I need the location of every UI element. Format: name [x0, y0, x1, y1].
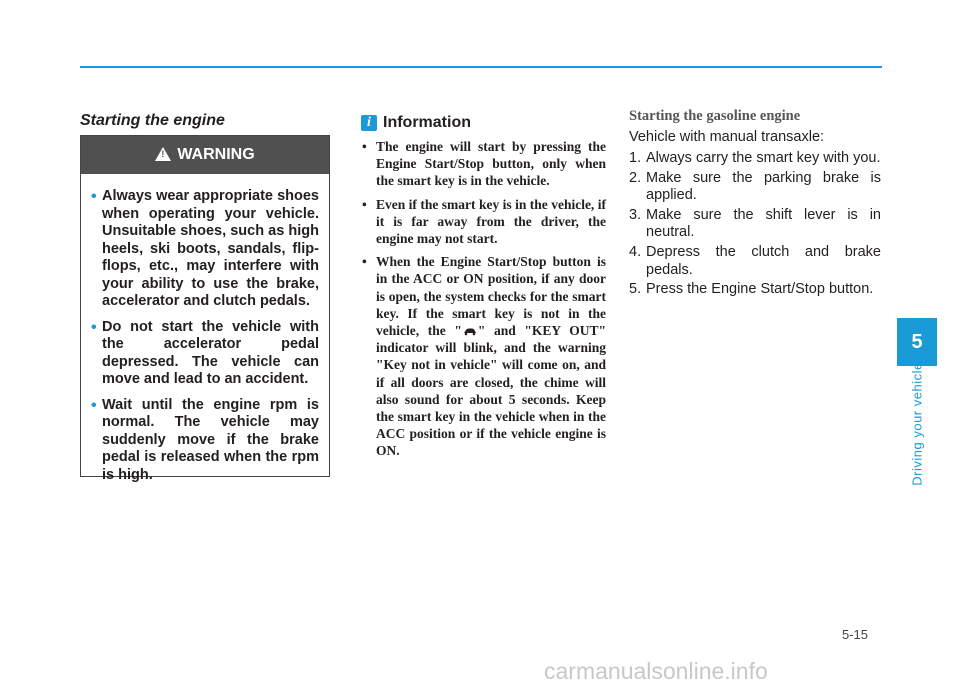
information-item: • The engine will start by pressing the Engine Start/Stop button, only when the smart key is in the vehicle. [362, 138, 606, 190]
chapter-label: Driving your vehicle [909, 362, 925, 486]
step-item [629, 170, 881, 205]
step-number: 4. [629, 243, 642, 260]
info-icon: i [361, 115, 377, 131]
step-number: 2. [629, 169, 642, 186]
warning-item: • Do not start the vehicle with the accelerator pedal depressed. The vehicle can move and lead to an accident. [93, 319, 319, 389]
information-list [362, 138, 606, 466]
top-rule [80, 66, 882, 68]
warning-header [81, 136, 329, 174]
step-number: 5. [629, 281, 642, 298]
step-item [629, 150, 881, 168]
page-number: 5-15 [842, 627, 869, 642]
chapter-tab[interactable]: 5 [897, 318, 937, 366]
step-text: Make sure the parking brake is applied. [646, 169, 881, 204]
information-item [362, 253, 606, 459]
gasoline-title: Starting the gasoline engine [629, 108, 801, 124]
information-title: Information [383, 114, 471, 131]
warning-title: WARNING [177, 146, 255, 163]
steps-list [629, 150, 881, 301]
step-item [629, 244, 881, 279]
warning-list [81, 174, 329, 484]
gasoline-intro: Vehicle with manual transaxle: [629, 129, 825, 145]
step-number: 1. [629, 150, 642, 166]
step-text: Depress the clutch and brake pedals. [646, 243, 881, 278]
step-number: 3. [629, 206, 642, 223]
information-header [361, 114, 471, 132]
step-text: Press the Engine Start/Stop button. [646, 281, 874, 298]
watermark: carmanualsonline.info [544, 658, 768, 684]
warning-box [80, 135, 330, 483]
step-text: Always carry the smart key with you. [646, 150, 881, 166]
information-item-text: When the Engine Start/Stop button is in the ACC or ON position, if any door is open, the system checks for the smart key. If the smart key is not in the vehicle, the " [376, 254, 606, 339]
step-item [629, 207, 881, 242]
step-text: Make sure the shift lever is in neutral. [646, 206, 881, 241]
warning-item: • Always wear appropriate shoes when operating your vehicle. Unsuitable shoes, such as high heels, ski boots, sandals, flip-flops, etc., may interfere with your ability to use the brake, accelerator and clutch pedals. [93, 188, 319, 311]
information-item: • Even if the smart key is in the vehicle, if it is far away from the driver, the engine may not start. [362, 196, 606, 248]
information-item-text: " and "KEY OUT" indicator will blink, and the warning "Key not in vehicle" will come on, and if all doors are closed, the chime will also sound for about 5 seconds. Keep the smart key in the vehicle when in the ACC position or if the vehicle engine is ON. [376, 323, 606, 459]
section-title: Starting the engine [80, 112, 225, 129]
step-item [629, 281, 881, 299]
warning-triangle-icon [155, 147, 171, 161]
car-key-icon [462, 327, 478, 336]
warning-item: • Wait until the engine rpm is normal. The vehicle may suddenly move if the brake pedal is released when the rpm is high. [93, 397, 319, 485]
